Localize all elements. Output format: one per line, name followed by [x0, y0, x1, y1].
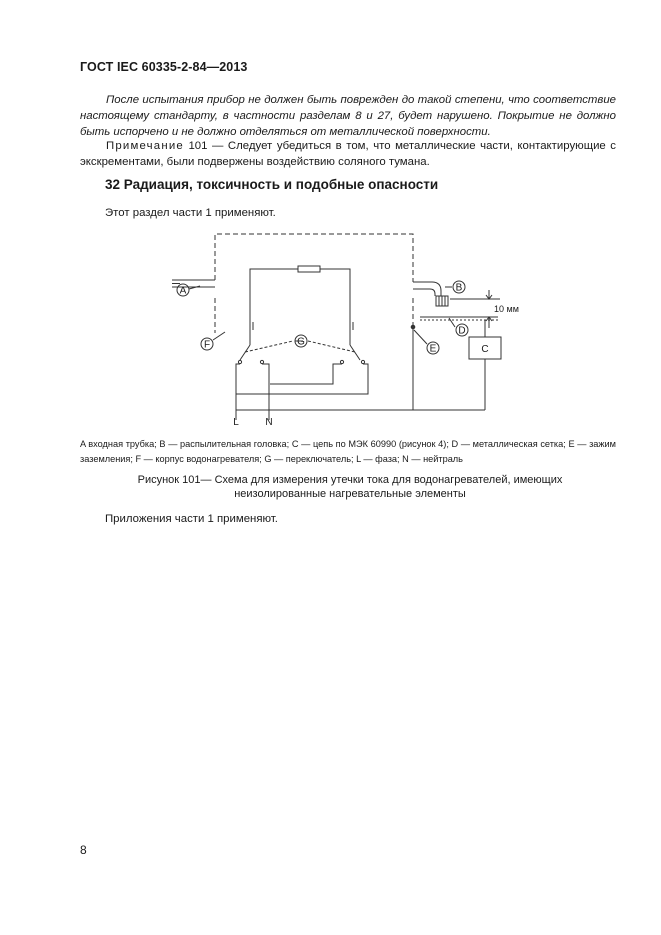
cross-wire [270, 364, 342, 384]
appendix-text: Приложения части 1 применяют. [105, 513, 278, 525]
heating-element [298, 266, 320, 272]
label-c: C [481, 344, 489, 355]
paragraph-after-test: После испытания прибор не должен быть поврежден до такой степени, что соответствие настоящему стандарту, в частности разделам 8 и 27, будет нарушено. Покрытие не должно быть испорчено и не должно отделяться от металлической поверхности. [80, 94, 616, 138]
label-b: B [455, 282, 463, 294]
leader-d [449, 318, 455, 327]
label-d: D [458, 325, 466, 337]
switch-right-blade [350, 345, 360, 360]
note-label: Примечание [106, 140, 184, 152]
label-n: N [265, 417, 273, 428]
label-e: E [429, 343, 437, 355]
section-32-text: Этот раздел части 1 применяют. [105, 207, 276, 219]
phase-wire [236, 364, 240, 420]
switch-contact [340, 360, 343, 363]
switch-contact [260, 360, 263, 363]
element-lead-left [250, 269, 298, 330]
figure-caption: Рисунок 101— Схема для измерения утечки тока для водонагревателей, имеющих неизолированные нагревательные элементы [137, 474, 563, 500]
heater-enclosure-top [215, 234, 413, 282]
cross-wire-2 [236, 364, 368, 394]
outlet-pipe-bottom [413, 289, 435, 296]
label-f: F [203, 339, 211, 351]
element-lead-right [320, 269, 350, 330]
switch-left-blade [240, 345, 250, 360]
note-text: 101 — Следует убедиться в том, что металлические части, контактирующие с экскрементами, были подвержены воздействию соляного тумана. [80, 140, 616, 168]
switch-contact [361, 360, 364, 363]
neutral-wire [262, 364, 269, 420]
document-header: ГОСТ IEC 60335-2-84—2013 [80, 60, 248, 74]
section-32-title: 32 Радиация, токсичность и подобные опасности [105, 177, 439, 192]
label-g: G [297, 336, 305, 348]
label-l: L [233, 417, 239, 428]
dimension-label: 10 мм [494, 304, 519, 314]
page-number: 8 [80, 843, 87, 857]
figure-legend: A входная трубка; B — распылительная головка; C — цепь по МЭК 60990 (рисунок 4); D — металлическая сетка; E — зажим заземления; F — корпус водонагревателя; G — переключатель; L — фаза; N — нейтраль [80, 439, 616, 464]
leader-e [414, 330, 427, 344]
leader-f [213, 332, 225, 340]
earth-terminal [411, 325, 415, 329]
switch-contact [238, 360, 241, 363]
label-a: A [179, 285, 187, 297]
